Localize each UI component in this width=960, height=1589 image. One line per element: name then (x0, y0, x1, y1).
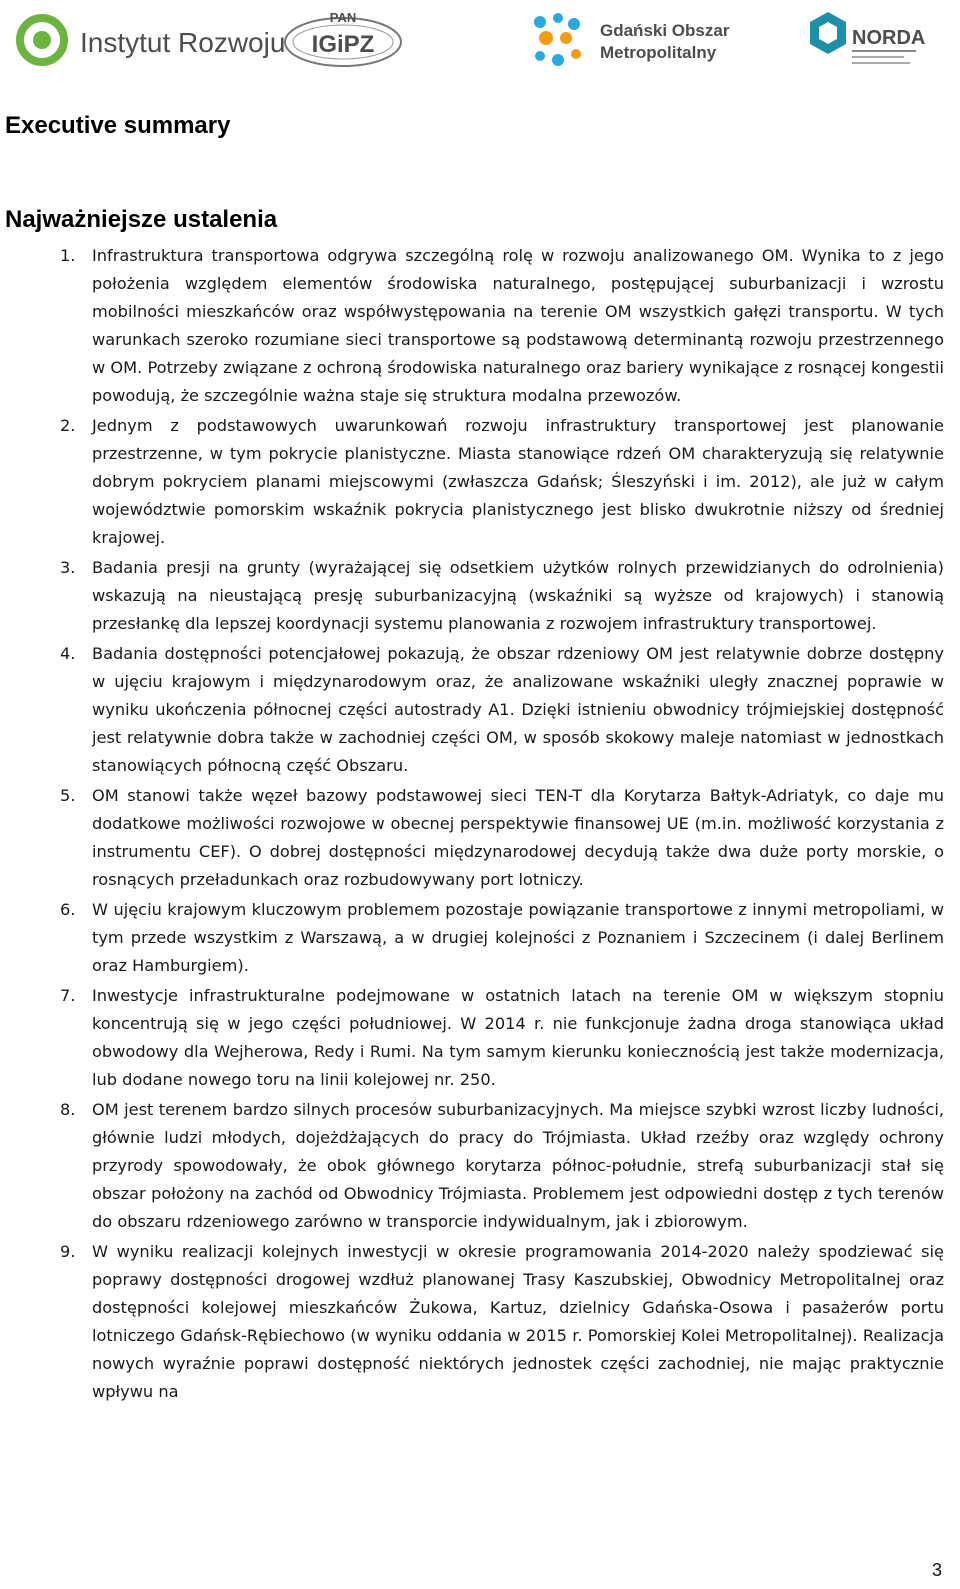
page-title: Executive summary (5, 112, 231, 139)
list-item-number: 3. (60, 558, 76, 577)
svg-text:PAN: PAN (329, 10, 357, 25)
instytut-rozwoju-logo (14, 8, 286, 70)
list-item-text: Inwestycje infrastrukturalne podejmowane w ostatnich latach na terenie OM w większym stopniu koncentrują się w jego części południowej. W 2014 r. nie funkcjonuje żadna droga stanowiąca układ obwodowy dla Wejherowa, Redy i Rumi. Na tym samym kierunku koniecznością jest także modernizacja, lub dodane nowego toru na linii kolejowej nr. 250. (92, 986, 944, 1089)
svg-text:IGiPZ: IGiPZ (311, 31, 375, 58)
gom-symbol-icon (534, 13, 581, 66)
list-item (60, 896, 944, 980)
page-number: 3 (931, 1560, 942, 1580)
list-item-number: 7. (60, 986, 76, 1005)
list-item (60, 640, 944, 780)
list-item-text: W wyniku realizacji kolejnych inwestycji w okresie programowania 2014-2020 należy spodziewać się poprawy dostępności drogowej wzdłuż planowanej Trasy Kaszubskiej, Obwodnicy Metropolitalnej oraz dostępności kolejowej mieszkańców Żukowa, Kartuz, dzielnicy Gdańska-Osowa i pasażerów portu lotniczego Gdańsk-Rębiechowo (w wyniku oddania w 2015 r. Pomorskiej Kolei Metropolitalnej). Realizacja nowych wyraźnie poprawi dostępność niektórych jednostek części zachodniej, nie mając praktycznie wpływu na (92, 1242, 944, 1401)
norda-logo (806, 8, 926, 70)
section-title: Najważniejsze ustalenia (5, 206, 278, 233)
list-item-text: Jednym z podstawowych uwarunkowań rozwoju infrastruktury transportowej jest planowanie przestrzenne, w tym pokrycie planistyczne. Miasta stanowiące rdzeń OM charakteryzują się relatywnie dobrym pokryciem planami miejscowymi (zwłaszcza Gdańsk; Śleszyński i im. 2012), ale już w całym województwie pomorskim wskaźnik pokrycia planistycznego jest blisko dwukrotnie niższy od średniej krajowej. (92, 416, 944, 547)
list-item (60, 1238, 944, 1406)
findings-list (60, 242, 944, 1408)
list-item (60, 1096, 944, 1236)
list-item-text: Badania dostępności potencjałowej pokazują, że obszar rdzeniowy OM jest relatywnie dobrze dostępny w ujęciu krajowym i międzynarodowym oraz, że analizowane wskaźniki uległy znacznej poprawie w wyniku ukończenia północnej części autostrady A1. Dzięki istnieniu obwodnicy trójmiejskiej dostępność jest relatywnie dobra także w zachodniej części OM, w sposób skokowy maleje natomiast w jednostkach stanowiących północną część Obszaru. (92, 644, 944, 775)
svg-text:NORDA: NORDA (852, 27, 926, 49)
list-item-number: 6. (60, 900, 76, 919)
gdanski-obszar-metropolitalny-logo (528, 8, 758, 70)
list-item-number: 4. (60, 644, 76, 663)
list-item-number: 9. (60, 1242, 76, 1261)
list-item-number: 8. (60, 1100, 76, 1119)
list-item-number: 2. (60, 416, 76, 435)
list-item-text: OM jest terenem bardzo silnych procesów suburbanizacyjnych. Ma miejsce szybki wzrost liczby ludności, głównie ludzi młodych, dojeżdżających do pracy do Trójmiasta. Układ rzeźby oraz względy ochrony przyrody spowodowały, że obok głównego korytarza północ-południe, strefą suburbanizacji stał się obszar położony na zachód od Obwodnicy Trójmiasta. Problemem jest odpowiedni dostęp z tych terenów do obszaru rdzeniowego zarówno w transporcie indywidualnym, jak i zbiorowym. (92, 1100, 944, 1231)
svg-text:Metropolitalny: Metropolitalny (600, 43, 717, 62)
list-item (60, 412, 944, 552)
list-item (60, 242, 944, 410)
list-item-number: 5. (60, 786, 76, 805)
instytut-rozwoju-logo-text: Instytut Rozwoju (80, 27, 286, 58)
pan-igipz-logo (282, 8, 404, 70)
list-item-text: W ujęciu krajowym kluczowym problemem pozostaje powiązanie transportowe z innymi metropoliami, w tym przede wszystkim z Warszawą, a w drugiej kolejności z Poznaniem i Szczecinem (i dalej Berlinem oraz Hamburgiem). (92, 900, 944, 975)
list-item (60, 782, 944, 894)
list-item-text: OM stanowi także węzeł bazowy podstawowej sieci TEN-T dla Korytarza Bałtyk-Adriatyk, co daje mu dodatkowe możliwości rozwojowe w obecnej perspektywie finansowej UE (m.in. możliwość korzystania z instrumentu CEF). O dobrej dostępności międzynarodowej decydują także dwa duże porty morskie, o rosnących przeładunkach oraz rozbudowywany port lotniczy. (92, 786, 944, 889)
list-item (60, 982, 944, 1094)
list-item (60, 554, 944, 638)
list-item-number: 1. (60, 246, 76, 265)
list-item-text: Infrastruktura transportowa odgrywa szczególną rolę w rozwoju analizowanego OM. Wynika to z jego położenia względem elementów środowiska naturalnego, postępującej suburbanizacji i wzrostu mobilności mieszkańców oraz współwystępowania na terenie OM wszystkich gałęzi transportu. W tych warunkach szeroko rozumiane sieci transportowe są podstawową determinantą rozwoju przestrzennego w OM. Potrzeby związane z ochroną środowiska naturalnego oraz bariery wynikające z rosnącej kongestii powodują, że szczególnie ważna staje się struktura modalna przewozów. (92, 246, 944, 405)
svg-text:Gdański Obszar: Gdański Obszar (600, 21, 730, 40)
header-logos (0, 0, 960, 80)
list-item-text: Badania presji na grunty (wyrażającej się odsetkiem użytków rolnych przewidzianych do odrolnienia) wskazują na nieustającą presję suburbanizacyjną (wskaźniki są wyższe od krajowych) i stanowią przesłankę dla lepszej koordynacji systemu planowania z rozwojem infrastruktury transportowej. (92, 558, 944, 633)
